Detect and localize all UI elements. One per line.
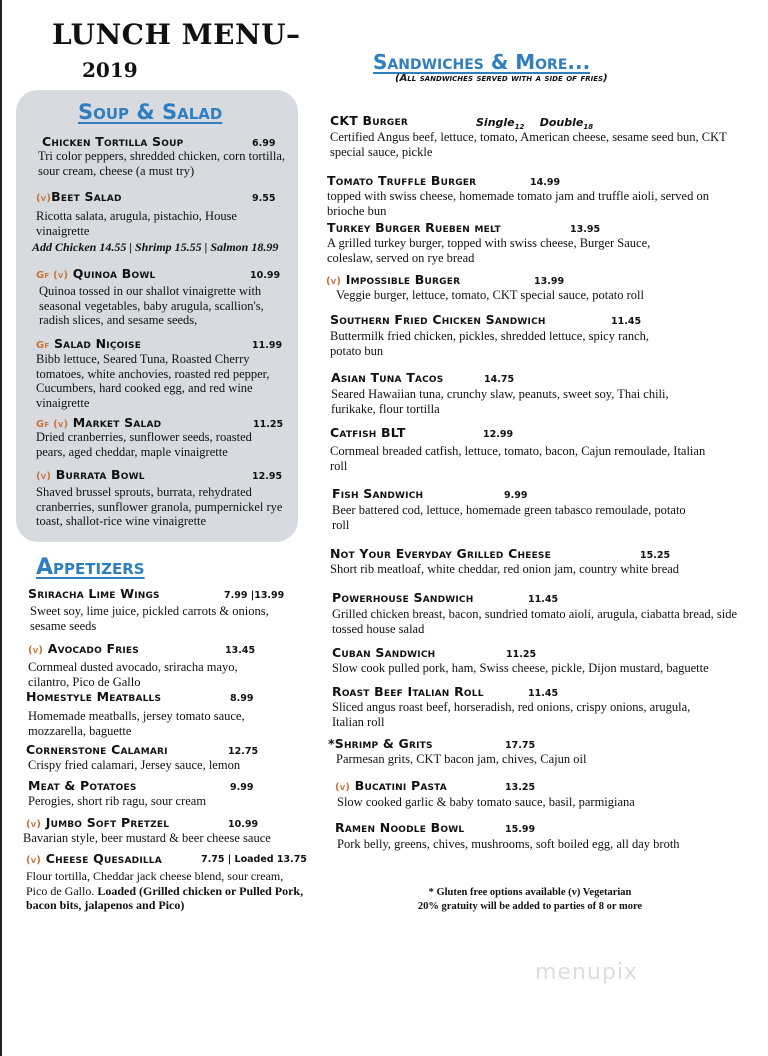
item-price: 11.45 <box>611 316 642 327</box>
item-desc: Tri color peppers, shredded chicken, corn tortilla, sour cream, cheese (a must try) <box>38 149 286 178</box>
tag-label: (v) <box>36 193 52 204</box>
item-name: Impossible Burger <box>345 272 461 287</box>
item-desc: Ricotta salata, arugula, pistachio, House vinaigrette <box>36 209 237 238</box>
tag-label: Gf (v) <box>36 419 69 430</box>
item-name: Powerhouse Sandwich <box>332 590 474 605</box>
sandwich-item <box>330 312 740 358</box>
dietary-note: * Gluten free options available (v) Vegetarian <box>428 887 632 898</box>
item-desc: topped with swiss cheese, homemade tomato jam and truffle aioli, served on brioche bun <box>327 189 709 218</box>
item-price: 11.25 <box>506 649 537 660</box>
item-desc: Slow cook pulled pork, ham, Swiss cheese, pickle, Dijon mustard, baguette <box>332 661 709 675</box>
item-name: Beet Salad <box>51 189 122 204</box>
item-name: Quinoa Bowl <box>72 266 156 281</box>
sandwich-item <box>330 425 740 473</box>
item-price: 12.95 <box>252 471 283 482</box>
item-price: 11.99 <box>252 340 283 351</box>
item-name: Burrata Bowl <box>55 467 145 482</box>
item-price: 13.25 <box>505 782 536 793</box>
item-desc: Sliced angus roast beef, horseradish, red onions, crispy onions, arugula, Italian roll <box>332 700 691 729</box>
item-price: 14.75 <box>484 374 515 385</box>
item-name: CKT Burger <box>330 113 408 128</box>
sandwich-item <box>330 546 740 577</box>
item-desc: Cornmeal breaded catfish, lettuce, tomato, bacon, Cajun remoulade, Italian roll <box>330 444 706 473</box>
item-name: Salad Niçoise <box>53 336 142 351</box>
item-name: Asian Tuna Tacos <box>331 370 444 385</box>
sandwich-item <box>335 820 745 852</box>
item-name: Southern Fried Chicken Sandwich <box>330 312 546 327</box>
item-desc: Slow cooked garlic & baby tomato sauce, basil, parmigiana <box>337 795 635 809</box>
item-desc: Flour tortilla, Cheddar jack cheese blend, sour cream, Pico de Gallo. <box>26 869 284 898</box>
tag-label: (v) <box>335 782 351 793</box>
tag-label: (v) <box>36 471 52 482</box>
sandwiches-heading: Sandwiches & More... <box>373 50 591 74</box>
item-name: Homestyle Meatballs <box>26 689 162 704</box>
item-price: 13.45 <box>225 645 256 656</box>
item-price: 6.99 <box>252 138 276 149</box>
item-name: Turkey Burger Rueben melt <box>327 220 501 235</box>
item-name: Cuban Sandwich <box>332 645 436 660</box>
item-price: 12.75 <box>228 746 259 757</box>
item-name: Chicken Tortilla Soup <box>42 134 184 149</box>
appetizers-heading: Appetizers <box>36 555 145 580</box>
item-name: Sriracha Lime Wings <box>28 586 160 601</box>
item-name: Ramen Noodle Bowl <box>335 820 465 835</box>
item-price: 17.75 <box>505 740 536 751</box>
item-price: 9.99 <box>230 782 254 793</box>
item-name: Cornerstone Calamari <box>26 742 168 757</box>
item-price: 9.55 <box>252 193 276 204</box>
item-desc: Grilled chicken breast, bacon, sundried tomato aioli, arugula, ciabatta bread, side tossed house salad <box>332 607 738 636</box>
sandwich-item <box>335 778 745 810</box>
watermark: menupix <box>535 960 638 985</box>
tag-label: (v) <box>26 855 42 866</box>
item-desc: Perogies, short rib ragu, sour cream <box>28 794 207 808</box>
item-price: 11.25 <box>253 419 284 430</box>
item-desc: A grilled turkey burger, topped with swiss cheese, Burger Sauce, coleslaw, served on rye bread <box>327 236 651 265</box>
item-price: 10.99 <box>228 819 259 830</box>
item-desc: Crispy fried calamari, Jersey sauce, lemon <box>28 758 241 772</box>
item-name: Catfish BLT <box>330 425 406 440</box>
item-desc: Sweet soy, lime juice, pickled carrots & onions, sesame seeds <box>30 604 269 633</box>
sandwich-item <box>331 370 741 416</box>
item-name: Jumbo Soft Pretzel <box>45 815 170 830</box>
item-price: 13.99 <box>534 276 565 287</box>
item-price: 13.95 <box>570 224 601 235</box>
double-price: 18 <box>583 123 594 132</box>
item-desc: Parmesan grits, CKT bacon jam, chives, Cajun oil <box>336 752 587 766</box>
item-desc: Short rib meatloaf, white cheddar, red onion jam, country white bread <box>330 562 680 576</box>
item-price: 14.99 <box>530 177 561 188</box>
item-desc: Bibb lettuce, Seared Tuna, Roasted Cherry tomatoes, white anchovies, roasted red pepper, Cucumbers, hard cooked egg, and red wine vinaigrette <box>36 352 270 410</box>
tag-label: (v) <box>326 276 342 287</box>
item-desc: Pork belly, greens, chives, mushrooms, soft boiled egg, all day broth <box>337 837 680 851</box>
item-name: Cheese Quesadilla <box>45 851 162 866</box>
item-desc: Seared Hawaiian tuna, crunchy slaw, peanuts, sweet soy, Thai chili, furikake, flour tortilla <box>331 387 669 416</box>
item-name: Fish Sandwich <box>332 486 424 501</box>
item-desc: Dried cranberries, sunflower seeds, roasted pears, aged cheddar, maple vinaigrette <box>36 430 252 459</box>
tag-label: (v) <box>26 819 42 830</box>
item-desc: Buttermilk fried chicken, pickles, shredded lettuce, spicy ranch, potato bun <box>330 329 649 358</box>
burger-size-prices <box>476 116 593 131</box>
item-name: Tomato Truffle Burger <box>327 173 477 188</box>
tag-label: Gf (v) <box>36 270 69 281</box>
add-protein-options: Add Chicken 14.55 | Shrimp 15.55 | Salmon 18.99 <box>32 240 279 254</box>
loaded-option: Loaded (Grilled chicken or Pulled Pork, bacon bits, jalapenos and Pico) <box>26 883 304 912</box>
item-price: 8.99 <box>230 693 254 704</box>
single-price: 12 <box>514 123 525 132</box>
tag-label: (v) <box>28 645 44 656</box>
double-label: Double <box>539 116 584 129</box>
item-desc: Bavarian style, beer mustard & beer cheese sauce <box>23 831 271 845</box>
item-price: 7.99 |13.99 <box>224 590 285 601</box>
item-name: Shrimp & Grits <box>334 736 433 751</box>
page-edge <box>0 0 2 1056</box>
item-price: 9.99 <box>504 490 528 501</box>
sandwich-item <box>326 272 736 303</box>
menu-title: LUNCH MENU– <box>52 18 301 51</box>
item-desc: Beer battered cod, lettuce, homemade green tabasco remoulade, potato roll <box>332 503 686 532</box>
item-desc: Veggie burger, lettuce, tomato, CKT special sauce, potato roll <box>336 288 644 302</box>
item-desc: Quinoa tossed in our shallot vinaigrette with seasonal vegetables, baby arugula, scallion's, radish slices, and sesame seeds, <box>39 284 264 327</box>
item-desc: Cornmeal dusted avocado, sriracha mayo, cilantro, Pico de Gallo <box>28 660 238 689</box>
sandwich-item <box>332 645 742 676</box>
item-desc: Shaved brussel sprouts, burrata, rehydrated cranberries, sunflower granola, pumpernickel rye toast, shallot-rice wine vinaigrette <box>36 485 283 528</box>
sandwiches-subheading: (All sandwiches served with a side of fries) <box>395 73 608 84</box>
item-desc: Certified Angus beef, lettuce, tomato, American cheese, sesame seed bun, CKT special sauce, pickle <box>330 130 727 159</box>
item-desc: Homemade meatballs, jersey tomato sauce, mozzarella, baguette <box>28 709 245 738</box>
tag-label: * <box>328 736 335 751</box>
item-price: 15.99 <box>505 824 536 835</box>
sandwich-item <box>327 220 737 265</box>
item-price: 12.99 <box>483 429 514 440</box>
item-price: 11.45 <box>528 688 559 699</box>
sandwich-item <box>332 486 742 532</box>
item-price: 11.45 <box>528 594 559 605</box>
item-price: 7.75 | Loaded 13.75 <box>201 854 307 865</box>
item-price: 15.25 <box>640 550 671 561</box>
item-name: Roast Beef Italian Roll <box>332 684 484 699</box>
item-name: Not Your Everyday Grilled Cheese <box>330 546 551 561</box>
item-name: Market Salad <box>72 415 162 430</box>
soup-salad-heading: Soup & Salad <box>78 100 223 124</box>
menu-year: 2019 <box>82 58 138 82</box>
item-price: 10.99 <box>250 270 281 281</box>
item-name: Bucatini Pasta <box>354 778 447 793</box>
tag-label: Gf <box>36 340 50 351</box>
item-name: Meat & Potatoes <box>28 778 137 793</box>
single-label: Single <box>476 116 515 129</box>
gratuity-note: 20% gratuity will be added to parties of 8 or more <box>417 901 643 912</box>
footer-notes <box>400 886 660 914</box>
item-name: Avocado Fries <box>47 641 139 656</box>
